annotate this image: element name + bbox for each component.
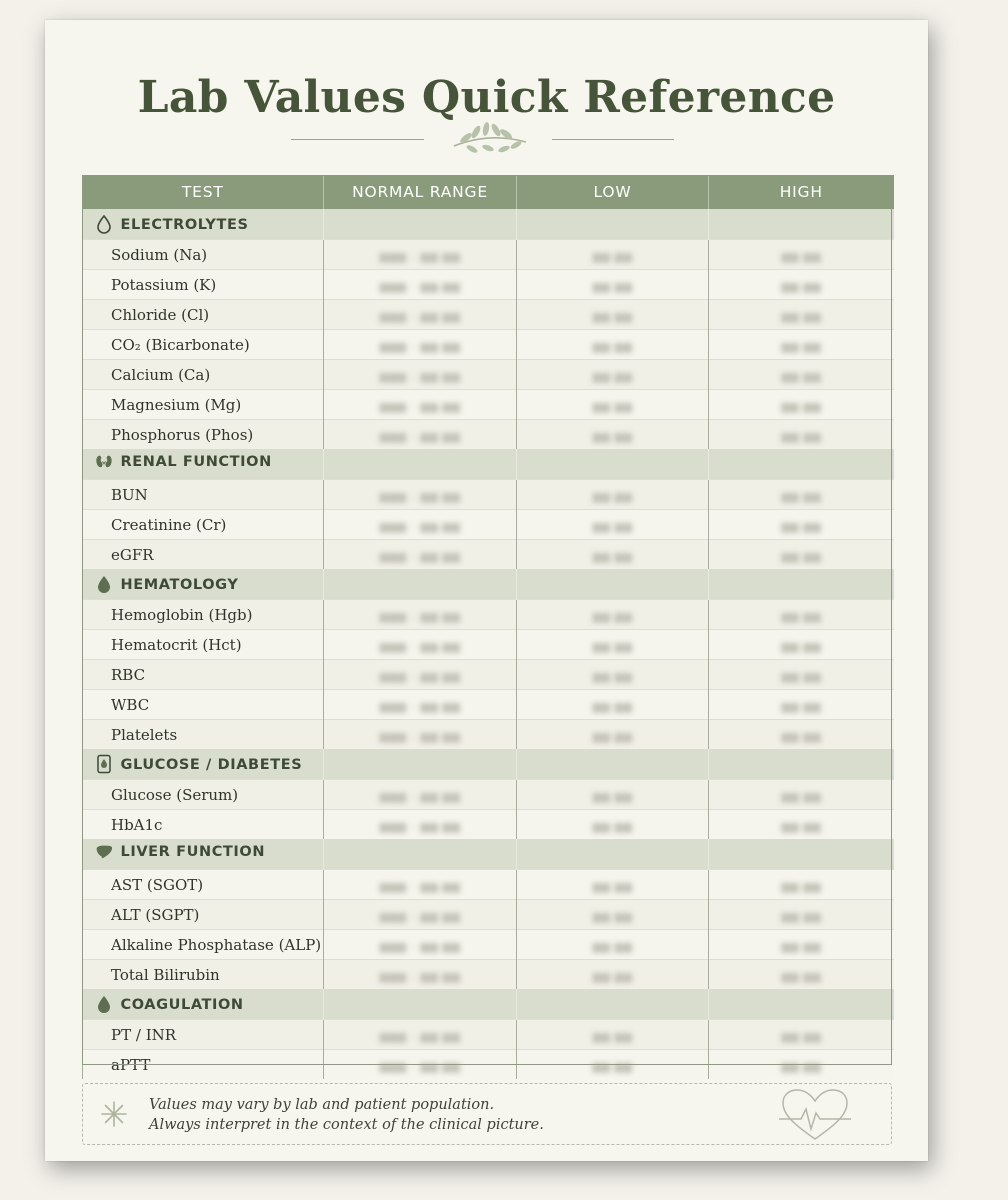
normal-range-cell (324, 690, 517, 720)
section-filler-cell (324, 449, 517, 480)
section-header (83, 569, 324, 600)
normal-range-cell (324, 300, 517, 330)
blurred-value: ▆▆ ▆▆ (592, 399, 633, 413)
table-row (83, 900, 894, 930)
low-cell (517, 480, 709, 510)
water-drop-icon (95, 214, 113, 234)
blurred-value: ▆▆▆ – ▆▆ ▆▆ (379, 879, 461, 893)
blurred-value: ▆▆ ▆▆ (781, 609, 822, 623)
low-cell (517, 420, 709, 450)
title-divider-left (291, 139, 424, 140)
table-row (83, 810, 894, 840)
section-filler-cell (709, 449, 894, 480)
high-cell (709, 960, 894, 990)
blurred-value: ▆▆▆ – ▆▆ ▆▆ (379, 669, 461, 683)
blurred-value: ▆▆ ▆▆ (781, 1059, 822, 1073)
low-cell (517, 810, 709, 840)
low-cell (517, 1020, 709, 1050)
blurred-value: ▆▆ ▆▆ (781, 729, 822, 743)
table-row (83, 270, 894, 300)
section-header (83, 449, 324, 480)
test-name: eGFR (83, 540, 324, 570)
blurred-value: ▆▆ ▆▆ (592, 789, 633, 803)
high-cell (709, 360, 894, 390)
table-row (83, 390, 894, 420)
table-row (83, 420, 894, 450)
blurred-value: ▆▆ ▆▆ (592, 609, 633, 623)
blurred-value: ▆▆ ▆▆ (781, 429, 822, 443)
blurred-value: ▆▆▆ – ▆▆ ▆▆ (379, 639, 461, 653)
table-row (83, 690, 894, 720)
reference-card (45, 20, 928, 1161)
section-label: GLUCOSE / DIABETES (120, 757, 303, 773)
test-name: Calcium (Ca) (83, 360, 324, 390)
section-label: HEMATOLOGY (120, 577, 239, 593)
blurred-value: ▆▆▆ – ▆▆ ▆▆ (379, 249, 461, 263)
table-row (83, 870, 894, 900)
test-name: PT / INR (83, 1020, 324, 1050)
blurred-value: ▆▆ ▆▆ (781, 699, 822, 713)
column-header-test: TEST (83, 175, 324, 209)
blurred-value: ▆▆ ▆▆ (781, 819, 822, 833)
normal-range-cell (324, 660, 517, 690)
normal-range-cell (324, 720, 517, 750)
normal-range-cell (324, 510, 517, 540)
section-filler-cell (517, 749, 709, 780)
low-cell (517, 720, 709, 750)
section-filler-cell (517, 839, 709, 870)
low-cell (517, 510, 709, 540)
liver-icon (95, 844, 113, 864)
normal-range-cell (324, 240, 517, 270)
blurred-value: ▆▆ ▆▆ (592, 669, 633, 683)
high-cell (709, 330, 894, 360)
section-filler-cell (709, 569, 894, 600)
blurred-value: ▆▆▆ – ▆▆ ▆▆ (379, 399, 461, 413)
section-filler-cell (517, 569, 709, 600)
test-name: Platelets (83, 720, 324, 750)
blurred-value: ▆▆ ▆▆ (592, 879, 633, 893)
test-name: Alkaline Phosphatase (ALP) (83, 930, 324, 960)
test-name: Hemoglobin (Hgb) (83, 600, 324, 630)
blurred-value: ▆▆ ▆▆ (781, 339, 822, 353)
blurred-value: ▆▆ ▆▆ (781, 279, 822, 293)
blurred-value: ▆▆ ▆▆ (781, 939, 822, 953)
blurred-value: ▆▆ ▆▆ (592, 549, 633, 563)
blurred-value: ▆▆ ▆▆ (781, 639, 822, 653)
test-name: ALT (SGPT) (83, 900, 324, 930)
section-label: RENAL FUNCTION (120, 453, 272, 470)
test-name: HbA1c (83, 810, 324, 840)
normal-range-cell (324, 600, 517, 630)
blurred-value: ▆▆ ▆▆ (592, 639, 633, 653)
test-name: aPTT (83, 1050, 324, 1080)
high-cell (709, 390, 894, 420)
table-row (83, 330, 894, 360)
section-label: ELECTROLYTES (120, 217, 249, 233)
blurred-value: ▆▆▆ – ▆▆ ▆▆ (379, 429, 461, 443)
blurred-value: ▆▆▆ – ▆▆ ▆▆ (379, 309, 461, 323)
glucose-meter-icon (95, 754, 113, 774)
blurred-value: ▆▆ ▆▆ (592, 939, 633, 953)
low-cell (517, 360, 709, 390)
normal-range-cell (324, 1020, 517, 1050)
high-cell (709, 510, 894, 540)
high-cell (709, 690, 894, 720)
test-name: Hematocrit (Hct) (83, 630, 324, 660)
section-filler-cell (517, 449, 709, 480)
section-filler-cell (324, 989, 517, 1020)
table-row (83, 660, 894, 690)
blurred-value: ▆▆▆ – ▆▆ ▆▆ (379, 339, 461, 353)
title-divider-right (552, 139, 674, 140)
section-row-coagulation (83, 989, 894, 1020)
section-filler-cell (324, 209, 517, 240)
test-name: Potassium (K) (83, 270, 324, 300)
blurred-value: ▆▆ ▆▆ (781, 879, 822, 893)
section-label: COAGULATION (120, 997, 244, 1013)
blood-drop-icon (95, 994, 113, 1014)
blurred-value: ▆▆ ▆▆ (592, 519, 633, 533)
section-filler-cell (709, 749, 894, 780)
section-filler-cell (709, 209, 894, 240)
blurred-value: ▆▆▆ – ▆▆ ▆▆ (379, 279, 461, 293)
normal-range-cell (324, 540, 517, 570)
note-text (149, 1095, 544, 1135)
normal-range-cell (324, 1050, 517, 1080)
kidney-icon (95, 454, 113, 474)
normal-range-cell (324, 900, 517, 930)
blurred-value: ▆▆▆ – ▆▆ ▆▆ (379, 369, 461, 383)
low-cell (517, 270, 709, 300)
blurred-value: ▆▆ ▆▆ (592, 699, 633, 713)
table-row (83, 930, 894, 960)
blurred-value: ▆▆▆ – ▆▆ ▆▆ (379, 819, 461, 833)
section-filler-cell (324, 749, 517, 780)
blurred-value: ▆▆ ▆▆ (781, 1029, 822, 1043)
high-cell (709, 270, 894, 300)
page-title: Lab Values Quick Reference (137, 72, 836, 123)
high-cell (709, 300, 894, 330)
table-row (83, 1050, 894, 1080)
column-header-normal-range: NORMAL RANGE (324, 175, 517, 209)
blurred-value: ▆▆▆ – ▆▆ ▆▆ (379, 1029, 461, 1043)
asterisk-icon (100, 1100, 128, 1128)
blurred-value: ▆▆ ▆▆ (592, 819, 633, 833)
blurred-value: ▆▆ ▆▆ (592, 909, 633, 923)
high-cell (709, 720, 894, 750)
high-cell (709, 480, 894, 510)
blurred-value: ▆▆ ▆▆ (781, 549, 822, 563)
high-cell (709, 900, 894, 930)
low-cell (517, 690, 709, 720)
blurred-value: ▆▆ ▆▆ (592, 729, 633, 743)
blurred-value: ▆▆ ▆▆ (781, 789, 822, 803)
section-row-hematology (83, 569, 894, 600)
blurred-value: ▆▆▆ – ▆▆ ▆▆ (379, 489, 461, 503)
blurred-value: ▆▆ ▆▆ (592, 489, 633, 503)
low-cell (517, 960, 709, 990)
section-row-glucose-diabetes (83, 749, 894, 780)
test-name: Total Bilirubin (83, 960, 324, 990)
section-row-liver-function (83, 839, 894, 870)
test-name: Chloride (Cl) (83, 300, 324, 330)
blurred-value: ▆▆▆ – ▆▆ ▆▆ (379, 519, 461, 533)
test-name: Magnesium (Mg) (83, 390, 324, 420)
blurred-value: ▆▆ ▆▆ (592, 279, 633, 293)
lab-values-table (82, 175, 894, 1079)
normal-range-cell (324, 420, 517, 450)
blurred-value: ▆▆ ▆▆ (592, 309, 633, 323)
blurred-value: ▆▆▆ – ▆▆ ▆▆ (379, 789, 461, 803)
blurred-value: ▆▆ ▆▆ (781, 369, 822, 383)
high-cell (709, 600, 894, 630)
low-cell (517, 330, 709, 360)
low-cell (517, 600, 709, 630)
low-cell (517, 390, 709, 420)
section-filler-cell (709, 839, 894, 870)
high-cell (709, 810, 894, 840)
blurred-value: ▆▆ ▆▆ (781, 969, 822, 983)
section-row-renal-function (83, 449, 894, 480)
low-cell (517, 1050, 709, 1080)
high-cell (709, 420, 894, 450)
table-row (83, 600, 894, 630)
section-filler-cell (324, 569, 517, 600)
blurred-value: ▆▆ ▆▆ (781, 309, 822, 323)
test-name: Sodium (Na) (83, 240, 324, 270)
normal-range-cell (324, 960, 517, 990)
high-cell (709, 540, 894, 570)
section-label: LIVER FUNCTION (120, 843, 266, 860)
test-name: Creatinine (Cr) (83, 510, 324, 540)
blurred-value: ▆▆▆ – ▆▆ ▆▆ (379, 549, 461, 563)
test-name: WBC (83, 690, 324, 720)
heartbeat-heart-icon (777, 1087, 853, 1143)
test-name: CO₂ (Bicarbonate) (83, 330, 324, 360)
blurred-value: ▆▆ ▆▆ (592, 249, 633, 263)
table-row (83, 300, 894, 330)
table-row (83, 780, 894, 810)
blurred-value: ▆▆ ▆▆ (592, 339, 633, 353)
table-row (83, 1020, 894, 1050)
table-row (83, 480, 894, 510)
high-cell (709, 930, 894, 960)
section-header (83, 839, 324, 870)
note-line-2: Always interpret in the context of the clinical picture. (149, 1117, 544, 1133)
section-filler-cell (517, 989, 709, 1020)
section-row-electrolytes (83, 209, 894, 240)
section-header (83, 989, 324, 1020)
section-header (83, 209, 324, 240)
blurred-value: ▆▆▆ – ▆▆ ▆▆ (379, 969, 461, 983)
test-name: BUN (83, 480, 324, 510)
normal-range-cell (324, 270, 517, 300)
blurred-value: ▆▆▆ – ▆▆ ▆▆ (379, 699, 461, 713)
low-cell (517, 300, 709, 330)
normal-range-cell (324, 780, 517, 810)
blurred-value: ▆▆▆ – ▆▆ ▆▆ (379, 1059, 461, 1073)
high-cell (709, 630, 894, 660)
blurred-value: ▆▆ ▆▆ (781, 669, 822, 683)
section-header (83, 749, 324, 780)
blurred-value: ▆▆ ▆▆ (592, 369, 633, 383)
low-cell (517, 900, 709, 930)
test-name: RBC (83, 660, 324, 690)
blurred-value: ▆▆ ▆▆ (781, 519, 822, 533)
blurred-value: ▆▆ ▆▆ (592, 969, 633, 983)
section-filler-cell (517, 209, 709, 240)
note-line-1: Values may vary by lab and patient population. (149, 1097, 495, 1113)
high-cell (709, 780, 894, 810)
high-cell (709, 240, 894, 270)
low-cell (517, 660, 709, 690)
blurred-value: ▆▆ ▆▆ (592, 429, 633, 443)
blurred-value: ▆▆ ▆▆ (781, 489, 822, 503)
normal-range-cell (324, 390, 517, 420)
section-filler-cell (709, 989, 894, 1020)
low-cell (517, 240, 709, 270)
table-header-row (83, 175, 894, 209)
table-row (83, 630, 894, 660)
blurred-value: ▆▆ ▆▆ (592, 1059, 633, 1073)
blurred-value: ▆▆▆ – ▆▆ ▆▆ (379, 729, 461, 743)
blurred-value: ▆▆▆ – ▆▆ ▆▆ (379, 909, 461, 923)
high-cell (709, 870, 894, 900)
normal-range-cell (324, 870, 517, 900)
blurred-value: ▆▆▆ – ▆▆ ▆▆ (379, 939, 461, 953)
low-cell (517, 540, 709, 570)
low-cell (517, 930, 709, 960)
column-header-high: HIGH (709, 175, 894, 209)
blurred-value: ▆▆ ▆▆ (781, 249, 822, 263)
column-header-low: LOW (517, 175, 709, 209)
table-row (83, 720, 894, 750)
blurred-value: ▆▆ ▆▆ (592, 1029, 633, 1043)
blood-drop-icon (95, 574, 113, 594)
high-cell (709, 660, 894, 690)
table-row (83, 240, 894, 270)
test-name: Phosphorus (Phos) (83, 420, 324, 450)
blurred-value: ▆▆▆ – ▆▆ ▆▆ (379, 609, 461, 623)
low-cell (517, 630, 709, 660)
table-row (83, 960, 894, 990)
high-cell (709, 1020, 894, 1050)
section-filler-cell (324, 839, 517, 870)
normal-range-cell (324, 630, 517, 660)
normal-range-cell (324, 810, 517, 840)
test-name: Glucose (Serum) (83, 780, 324, 810)
blurred-value: ▆▆ ▆▆ (781, 909, 822, 923)
table-row (83, 510, 894, 540)
normal-range-cell (324, 930, 517, 960)
normal-range-cell (324, 330, 517, 360)
low-cell (517, 780, 709, 810)
table-row (83, 540, 894, 570)
high-cell (709, 1050, 894, 1080)
table-row (83, 360, 894, 390)
leaf-sprig-icon (448, 118, 532, 158)
normal-range-cell (324, 360, 517, 390)
normal-range-cell (324, 480, 517, 510)
test-name: AST (SGOT) (83, 870, 324, 900)
blurred-value: ▆▆ ▆▆ (781, 399, 822, 413)
footer-note (82, 1083, 892, 1145)
low-cell (517, 870, 709, 900)
